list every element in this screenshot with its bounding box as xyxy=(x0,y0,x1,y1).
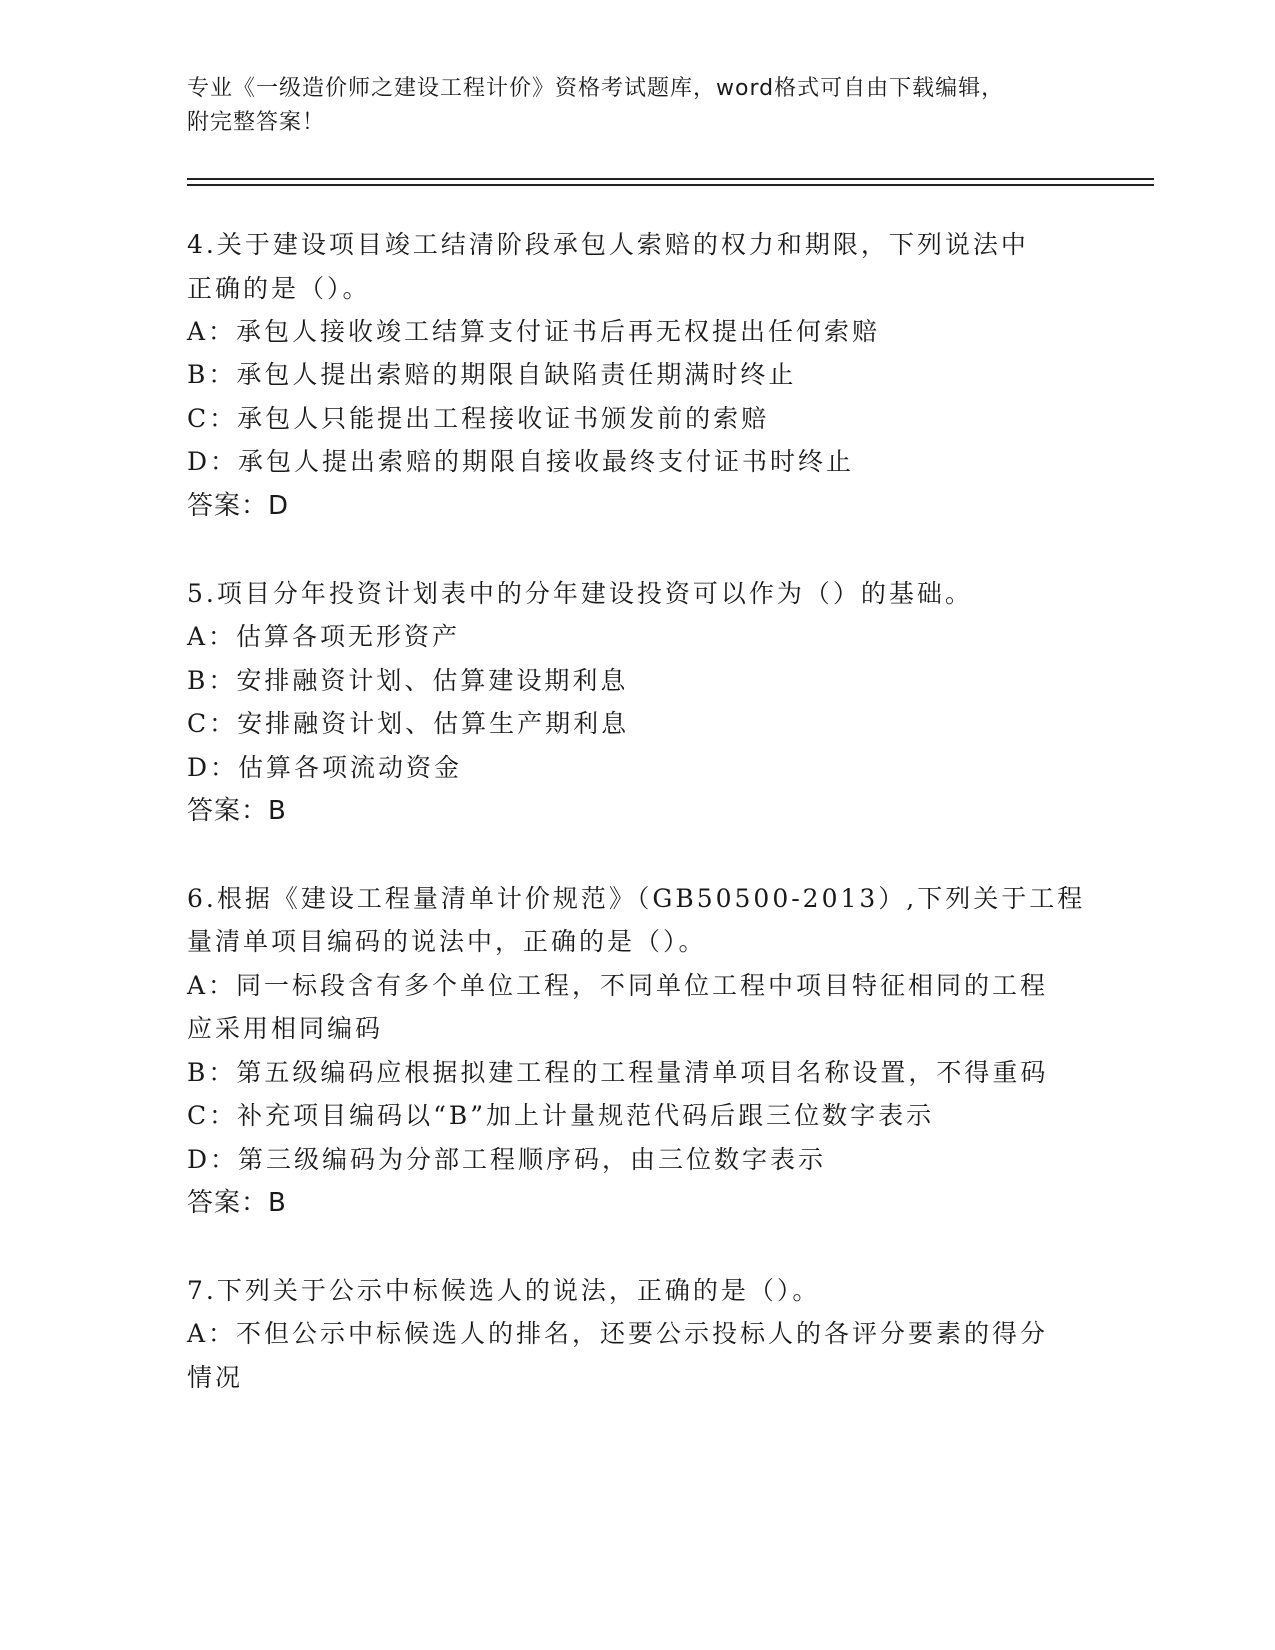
question-5-option-c: C：安排融资计划、估算生产期利息 xyxy=(187,709,630,738)
question-6-stem-line-2: 量清单项目编码的说法中，正确的是（）。 xyxy=(187,927,707,956)
header-divider-top xyxy=(187,178,1154,180)
header-divider-bottom xyxy=(187,184,1154,186)
question-5-option-a: A：估算各项无形资产 xyxy=(187,622,461,651)
question-4-option-a: A：承包人接收竣工结算支付证书后再无权提出任何索赔 xyxy=(187,317,881,346)
document-header xyxy=(187,72,1087,140)
question-4-option-d: D：承包人提出索赔的期限自接收最终支付证书时终止 xyxy=(187,447,855,476)
question-4-stem-line-1: 4.关于建设项目竣工结清阶段承包人索赔的权力和期限，下列说法中 xyxy=(187,230,1029,259)
question-5-option-d: D：估算各项流动资金 xyxy=(187,753,463,782)
question-5-stem-line-1: 5.项目分年投资计划表中的分年建设投资可以作为（）的基础。 xyxy=(187,579,973,608)
question-6-answer: 答案：B xyxy=(187,1188,287,1218)
question-6-option-a-line-1: A：同一标段含有多个单位工程，不同单位工程中项目特征相同的工程 xyxy=(187,971,1049,1000)
header-line-2: 附完整答案！ xyxy=(187,110,326,135)
header-line-1: 专业《一级造价师之建设工程计价》资格考试题库，word格式可自由下载编辑， xyxy=(187,76,1005,101)
question-4-option-c: C：承包人只能提出工程接收证书颁发前的索赔 xyxy=(187,404,770,433)
question-7-option-a-line-1: A：不但公示中标候选人的排名，还要公示投标人的各评分要素的得分 xyxy=(187,1319,1049,1348)
question-6-option-b: B：第五级编码应根据拟建工程的工程量清单项目名称设置，不得重码 xyxy=(187,1058,1049,1087)
question-6-option-a-line-2: 应采用相同编码 xyxy=(187,1014,384,1043)
question-7-stem-line-1: 7.下列关于公示中标候选人的说法，正确的是（）。 xyxy=(187,1276,821,1305)
question-5-answer: 答案：B xyxy=(187,796,287,826)
question-7-option-a-line-2: 情况 xyxy=(187,1363,244,1392)
question-6-stem-line-1: 6.根据《建设工程量清单计价规范》（GB50500-2013）,下列关于工程 xyxy=(187,884,1086,913)
question-4-option-b: B：承包人提出索赔的期限自缺陷责任期满时终止 xyxy=(187,360,797,389)
question-5-option-b: B：安排融资计划、估算建设期利息 xyxy=(187,666,629,695)
question-6-option-c: C：补充项目编码以“B”加上计量规范代码后跟三位数字表示 xyxy=(187,1101,935,1130)
question-4-answer: 答案：D xyxy=(187,491,290,521)
question-6-option-d: D：第三级编码为分部工程顺序码，由三位数字表示 xyxy=(187,1145,827,1174)
question-4-stem-line-2: 正确的是（）。 xyxy=(187,274,371,303)
